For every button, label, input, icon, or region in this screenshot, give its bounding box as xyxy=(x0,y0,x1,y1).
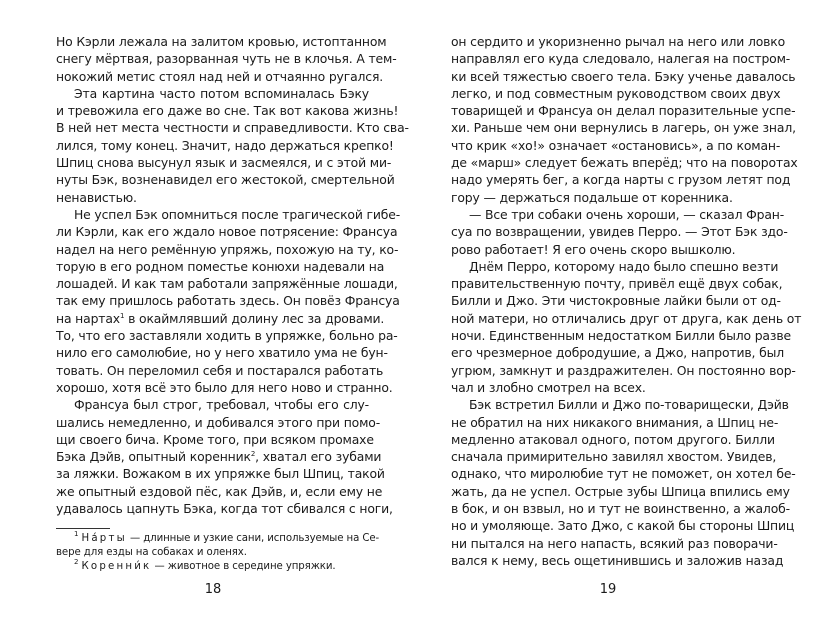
line-text: щи своего бича. Кроме того, при всяком промахе xyxy=(56,431,374,447)
text-line xyxy=(451,396,789,413)
text-line xyxy=(451,465,796,482)
text-line xyxy=(451,552,784,569)
text-line xyxy=(451,102,796,119)
text-line xyxy=(451,68,796,85)
footnote-definition: — длинные и узкие сани, используемые на Се- xyxy=(126,533,380,544)
line-text: но и умоляюще. Зато Джо, с какой бы стороны Шпиц xyxy=(451,518,795,534)
text-line xyxy=(451,448,777,465)
line-text: надел на него ремённую упряжь, похожую на ту, ко- xyxy=(56,241,399,257)
line-text: сначала примирительно завилял хвостом. Увидев, xyxy=(451,449,777,465)
text-line xyxy=(56,223,398,240)
line-text: де «марш» следует бежать вперёд; что на поворотах xyxy=(451,155,798,171)
line-text: направлял его куда следовало, налегая на постром- xyxy=(451,51,791,67)
line-text: То, что его заставляли ходить в упряжке, больно ра- xyxy=(56,328,398,344)
footnote-definition: — животное в середине упряжки. xyxy=(151,561,336,572)
footnote-2 xyxy=(56,560,369,574)
line-text: надо умерять бег, а когда нарты с грузом летят под xyxy=(451,172,791,188)
line-text: суа по возвращении, увидев Перро. — Этот Бэк здо- xyxy=(451,224,788,240)
text-line xyxy=(56,396,369,413)
line-text: ки всей тяжестью своего тела. Бэку ученье давалось xyxy=(451,68,796,84)
line-text: вался к нему, весь ощетинившись и заложив назад xyxy=(451,552,784,568)
line-text: Не успел Бэк опомниться после трагической гибе- xyxy=(74,206,401,222)
line-text: чал и злобно смотрел на всех. xyxy=(451,379,646,395)
line-text: и тревожила его даже во сне. Так вот какова жизнь! xyxy=(56,103,399,119)
text-line xyxy=(56,258,385,275)
line-text: жать, да не успел. Острые зубы Шпица впились ему xyxy=(451,483,790,499)
right-page-body xyxy=(451,33,802,569)
text-line xyxy=(451,500,790,517)
line-text: медленно атаковал одного, потом другого. Билли xyxy=(451,431,775,447)
line-text: товарищей и Франсуа он делал поразительные успе- xyxy=(451,103,796,119)
footnote-1 xyxy=(56,530,380,546)
line-text: однако, что миролюбие тут не поможет, он хотел бе- xyxy=(451,466,796,482)
line-text: Днём Перро, которому надо было спешно везти xyxy=(469,258,779,274)
left-page-body xyxy=(56,33,409,517)
line-text: рово работает! Я его очень скоро вышколю. xyxy=(451,241,736,257)
line-text: торую в его родном поместье конюхи надевали на xyxy=(56,258,385,274)
line-text: не обратил на них никакого внимания, а Шпиц не- xyxy=(451,414,779,430)
page-number: 18 xyxy=(204,582,222,597)
line-text: что крик «хо!» означает «остановись», а по коман- xyxy=(451,137,781,153)
line-text: нуты Бэк, возненавидел его жестокой, смертельной xyxy=(56,172,395,188)
text-line xyxy=(56,344,388,361)
text-line xyxy=(451,85,781,102)
footnote-term: Коренни́к xyxy=(81,561,152,572)
text-line xyxy=(451,344,784,361)
line-text: за ляжки. Вожаком в их упряжке был Шпиц, такой xyxy=(56,466,385,482)
line-text: Бэк встретил Билли и Джо по-товарищески, Дэйв xyxy=(469,397,789,413)
line-text: ли Кэрли, как его ждало новое потрясение: Франсуа xyxy=(56,224,398,240)
line-text: в окаймлявший долину лес за дровами. xyxy=(124,310,385,326)
line-text: ни пытался на него напасть, всякий раз поворачи- xyxy=(451,535,778,551)
line-text: лился, тому конец. Значит, надо держаться крепко! xyxy=(56,137,394,153)
text-line xyxy=(56,379,393,396)
text-line xyxy=(56,241,399,258)
line-text: ненавистью. xyxy=(56,189,137,205)
text-line xyxy=(451,431,775,448)
line-text: Шпиц снова высунул язык и засмеялся, и с этой ми- xyxy=(56,155,392,171)
line-text: Билли и Джо. Эти чистокровные лайки были от од- xyxy=(451,293,781,309)
text-line xyxy=(56,483,383,500)
text-line xyxy=(451,171,791,188)
text-line xyxy=(451,310,802,327)
text-line xyxy=(451,362,796,379)
line-text: лошадей. И как там работали запряжённые лошади, xyxy=(56,276,398,292)
footnote-reference: 1 xyxy=(120,311,125,320)
text-line xyxy=(451,414,779,431)
line-text: гору — держаться подальше от коренника. xyxy=(451,189,733,205)
right-page xyxy=(410,0,820,629)
text-line xyxy=(451,292,781,309)
text-line xyxy=(56,500,393,517)
text-line xyxy=(451,379,764,396)
footnotes xyxy=(56,530,380,574)
text-line xyxy=(451,483,790,500)
line-text: ной матери, но отличались друг от друга, как день от xyxy=(451,310,802,326)
footnote-marker: 1 xyxy=(74,530,79,538)
line-text: Бэка Дэйв, опытный коренник xyxy=(56,449,251,465)
text-line xyxy=(451,275,783,292)
text-line xyxy=(56,33,387,50)
text-line xyxy=(56,85,369,102)
line-text: так ему пришлось работать здесь. Он повёз Франсуа xyxy=(56,293,400,309)
line-text: угрюм, замкнут и раздражителен. Он постоянно вор- xyxy=(451,362,796,378)
text-line xyxy=(56,310,385,327)
text-line xyxy=(56,119,409,136)
line-text: Эта картина часто потом вспоминалась Бэку xyxy=(74,85,369,101)
text-line xyxy=(56,154,392,171)
text-line xyxy=(451,154,798,171)
text-line xyxy=(56,327,398,344)
line-text: снегу мёртвая, разорванная чуть не в клочья. А тем- xyxy=(56,51,397,67)
text-line xyxy=(451,517,795,534)
text-line xyxy=(451,33,786,50)
line-text: В ней нет места честности и справедливости. Кто сва- xyxy=(56,120,409,136)
text-line xyxy=(451,223,788,240)
text-line xyxy=(56,171,395,188)
text-line xyxy=(451,206,785,223)
text-line xyxy=(56,465,385,482)
line-text: , хватал его зубами xyxy=(255,449,382,465)
line-text: Но Кэрли лежала на залитом кровью, истоптанном xyxy=(56,34,387,49)
line-text: нило его самолюбие, но у него хватило ума не бун- xyxy=(56,345,388,361)
line-text: — Все три собаки очень хороши, — сказал Фран- xyxy=(469,206,785,222)
line-text: хорошо, хотя всё это было для него ново и странно. xyxy=(56,379,393,395)
text-line xyxy=(56,362,384,379)
line-text: нокожий метис стоял над ней и отчаянно ругался. xyxy=(56,68,384,84)
line-text: Франсуа был строг, требовал, чтобы его слу- xyxy=(74,397,369,413)
text-line xyxy=(451,119,796,136)
line-text: правительственную почту, привёл ещё двух собак, xyxy=(451,276,783,292)
text-line xyxy=(451,137,781,154)
text-line xyxy=(451,327,791,344)
text-line xyxy=(56,68,384,85)
text-line xyxy=(56,448,382,465)
page-number: 19 xyxy=(599,582,617,597)
line-text: его чрезмерное добродушие, а Джо, напротив, был xyxy=(451,345,784,361)
footnote-divider xyxy=(56,528,110,529)
footnote-reference: 2 xyxy=(250,450,256,459)
line-text: товать. Он переломил себя и постарался работать xyxy=(56,362,384,378)
footnote-term: На́рты xyxy=(81,533,127,544)
text-line xyxy=(451,241,764,258)
line-text: ночи. Единственным недостатком Билли было разве xyxy=(451,328,791,344)
line-text: шались немедленно, и добивался этого при помо- xyxy=(56,414,381,430)
text-line xyxy=(56,189,369,206)
text-line xyxy=(56,206,401,223)
text-line xyxy=(56,102,399,119)
text-line xyxy=(451,535,778,552)
footnote-1-continuation: вере для езды на собаках и оленях. xyxy=(56,547,247,558)
text-line xyxy=(56,50,397,67)
text-line xyxy=(451,258,779,275)
line-text: легко, и под совместным руководством своих двух xyxy=(451,85,781,101)
line-text: же опытный ездовой пёс, как Дэйв, и, если ему не xyxy=(56,483,383,499)
text-line xyxy=(56,431,374,448)
line-text: удавалось цапнуть Бэка, когда тот сбивался с ноги, xyxy=(56,501,393,517)
text-line xyxy=(56,137,394,154)
text-line xyxy=(56,414,381,431)
text-line xyxy=(56,292,400,309)
text-line xyxy=(56,275,398,292)
line-text: на нартах xyxy=(56,310,120,326)
line-text: хи. Раньше чем они вернулись в лагерь, он уже знал, xyxy=(451,120,796,136)
line-text: он сердито и укоризненно рычал на него или ловко xyxy=(451,34,786,49)
text-line xyxy=(451,50,791,67)
footnote-marker: 2 xyxy=(74,558,79,566)
line-text: в бок, и он взвыл, но и тут не воинственно, а жалоб- xyxy=(451,501,790,517)
text-line xyxy=(451,189,764,206)
